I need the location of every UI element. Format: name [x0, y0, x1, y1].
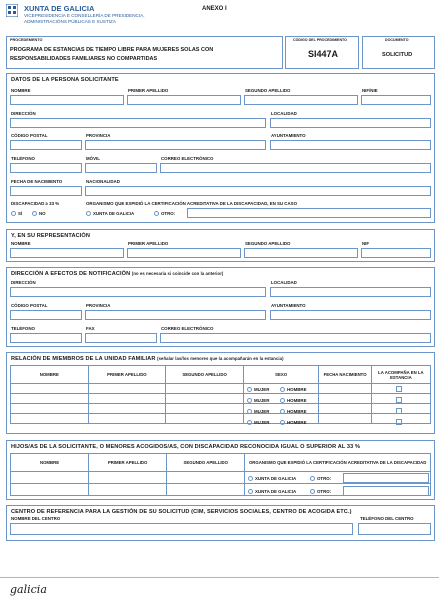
not-direccion-field[interactable] — [10, 287, 266, 297]
code-label: CÓDIGO DEL PROCEDIMIENTO — [293, 38, 347, 42]
not-ayuntamiento-label: AYUNTAMIENTO — [271, 303, 306, 308]
si-label: SÍ — [18, 211, 23, 216]
not-localidad-label: LOCALIDAD — [271, 280, 297, 285]
hombre-radio[interactable] — [280, 398, 285, 403]
nombre-centro-field[interactable] — [10, 523, 353, 535]
telefono-centro-label: TELÉFONO DEL CENTRO — [360, 516, 414, 521]
otro-label: OTRO: — [317, 476, 332, 481]
notification-title: DIRECCIÓN A EFECTOS DE NOTIFICACIÓN — [11, 271, 131, 277]
xunta-radio[interactable] — [86, 211, 91, 216]
col-segundo-apellido: SEGUNDO APELLIDO — [166, 366, 244, 384]
correo-field[interactable] — [160, 163, 431, 173]
nombre-field[interactable] — [10, 95, 124, 105]
col-primer-apellido: PRIMER APELLIDO — [88, 366, 166, 384]
col-sexo: SEXO — [243, 366, 318, 384]
movil-label: MÓVIL — [86, 156, 100, 161]
rep-nombre-label: NOMBRE — [11, 241, 31, 246]
otro-label: OTRO: — [161, 211, 176, 216]
mujer-radio[interactable] — [247, 387, 252, 392]
fecha-nacimiento-label: FECHA DE NACIMIENTO — [11, 179, 63, 184]
section-title: CENTRO DE REFERENCIA PARA LA GESTIÓN DE SU SOLICITUD (CIM, SERVICIOS SOCIALES, CENTRO DE ACOGIDA ETC.) — [11, 509, 352, 515]
not-fax-label: FAX — [86, 326, 95, 331]
family-note: (señalar las/los menores que la acompañarán en la estancia) — [157, 356, 284, 361]
xunta-logo — [6, 4, 18, 17]
family-title: RELACIÓN DE MIEMBROS DE LA UNIDAD FAMILIAR — [11, 356, 156, 362]
ayuntamiento-label: AYUNTAMIENTO — [271, 133, 306, 138]
localidad-field[interactable] — [270, 118, 431, 128]
galicia-logo: galicia — [10, 583, 47, 596]
movil-field[interactable] — [85, 163, 157, 173]
primer-apellido-field[interactable] — [127, 95, 241, 105]
hombre-label: HOMBRE — [287, 409, 307, 414]
col-segundo-apellido: SEGUNDO APELLIDO — [167, 454, 245, 472]
mujer-label: MUJER — [254, 387, 270, 392]
rep-nif-label: NIF — [362, 241, 370, 246]
hombre-label: HOMBRE — [287, 398, 307, 403]
col-acompana: LA ACOMPAÑA EN LA ESTANCIA — [371, 366, 430, 384]
no-radio[interactable] — [32, 211, 37, 216]
col-primer-apellido: PRIMER APELLIDO — [89, 454, 167, 472]
annex-label: ANEXO I — [202, 6, 227, 12]
not-telefono-field[interactable] — [10, 333, 82, 343]
nacionalidad-label: NACIONALIDAD — [86, 179, 120, 184]
hombre-radio[interactable] — [280, 387, 285, 392]
direccion-label: DIRECCIÓN — [11, 111, 36, 116]
org-sub1: VICEPRESIDENCIA E CONSELLERÍA DE PRESIDENCIA, — [24, 13, 145, 18]
not-localidad-field[interactable] — [270, 287, 431, 297]
mujer-label: MUJER — [254, 420, 270, 425]
not-fax-field[interactable] — [85, 333, 157, 343]
not-provincia-label: PROVINCIA — [86, 303, 111, 308]
nombre-centro-label: NOMBRE DEL CENTRO — [11, 516, 61, 521]
otro-radio[interactable] — [310, 476, 315, 481]
hombre-radio[interactable] — [280, 409, 285, 414]
procedure-code: SI447A — [308, 49, 339, 59]
mujer-radio[interactable] — [247, 420, 252, 425]
xunta-label: XUNTA DE GALICIA — [255, 489, 297, 494]
not-codigo-postal-label: CÓDIGO POSTAL — [11, 303, 48, 308]
rep-nombre-field[interactable] — [10, 248, 124, 258]
otro-radio[interactable] — [154, 211, 159, 216]
col-nombre: NOMBRE — [11, 366, 89, 384]
section-title: DATOS DE LA PERSONA SOLICITANTE — [11, 77, 119, 83]
no-label: NO — [39, 211, 46, 216]
otro-radio[interactable] — [310, 489, 315, 494]
localidad-label: LOCALIDAD — [271, 111, 297, 116]
xunta-radio[interactable] — [248, 489, 253, 494]
mujer-radio[interactable] — [247, 398, 252, 403]
otro-label: OTRO: — [317, 489, 332, 494]
acompana-checkbox[interactable] — [396, 419, 402, 425]
doc-label: DOCUMENTO — [385, 38, 409, 42]
codigo-postal-field[interactable] — [10, 140, 82, 150]
table-row — [11, 414, 431, 424]
direccion-field[interactable] — [10, 118, 266, 128]
rep-segundo-apellido-field[interactable] — [244, 248, 358, 258]
procedure-title-2: RESPONSABILIDADES FAMILIARES NO COMPARTIDAS — [10, 56, 158, 62]
telefono-centro-field[interactable] — [358, 523, 431, 535]
family-table — [10, 365, 431, 424]
acompana-checkbox[interactable] — [396, 408, 402, 414]
hombre-radio[interactable] — [280, 420, 285, 425]
xunta-label: XUNTA DE GALICIA — [93, 211, 135, 216]
otro-field[interactable] — [187, 208, 431, 218]
mujer-radio[interactable] — [247, 409, 252, 414]
not-correo-field[interactable] — [160, 333, 431, 343]
col-fecha: FECHA NACIMIENTO — [319, 366, 371, 384]
nacionalidad-field[interactable] — [85, 186, 431, 196]
mujer-label: MUJER — [254, 398, 270, 403]
not-telefono-label: TELÉFONO — [11, 326, 35, 331]
section-title — [11, 356, 284, 362]
nif-field[interactable] — [361, 95, 431, 105]
mujer-label: MUJER — [254, 409, 270, 414]
otro-field[interactable] — [343, 473, 429, 483]
org-sub2: ADMINISTRACIÓNS PÚBLICAS E XUSTIZA — [24, 19, 116, 24]
segundo-apellido-field[interactable] — [244, 95, 358, 105]
rep-nif-field[interactable] — [361, 248, 431, 258]
otro-field[interactable] — [343, 486, 429, 496]
fecha-nacimiento-field[interactable] — [10, 186, 82, 196]
col-nombre: NOMBRE — [11, 454, 89, 472]
segundo-apellido-label: SEGUNDO APELLIDO — [245, 88, 291, 93]
ayuntamiento-field[interactable] — [270, 140, 431, 150]
rep-primer-apellido-label: PRIMER APELLIDO — [128, 241, 169, 246]
section-title: HIJOS/AS DE LA SOLICITANTE, O MENORES ACOGIDOS/AS, CON DISCAPACIDAD RECONOCIDA IGUAL O SUPERIOR AL 33 % — [11, 444, 361, 450]
procedure-label: PROCEDEMENTO — [10, 38, 43, 42]
provincia-label: PROVINCIA — [86, 133, 111, 138]
section-title — [11, 271, 223, 277]
correo-label: CORREO ELECTRÓNICO — [161, 156, 214, 161]
table-row — [11, 394, 431, 404]
hombre-label: HOMBRE — [287, 420, 307, 425]
provincia-field[interactable] — [85, 140, 266, 150]
telefono-label: TELÉFONO — [11, 156, 35, 161]
acompana-checkbox[interactable] — [396, 386, 402, 392]
notification-note: (no es necesaria si coincide con la anterior) — [131, 271, 224, 276]
rep-primer-apellido-field[interactable] — [127, 248, 241, 258]
org-name: XUNTA DE GALICIA — [24, 4, 95, 13]
organismo-label: ORGANISMO QUE EXPIDIÓ LA CERTIFICACIÓN ACREDITATIVA DE LA DISCAPACIDAD, EN SU CASO — [86, 201, 297, 206]
nombre-label: NOMBRE — [11, 88, 31, 93]
not-provincia-field[interactable] — [85, 310, 266, 320]
col-organismo: ORGANISMO QUE EXPIDIÓ LA CERTIFICACIÓN ACREDITATIVA DE LA DISCAPACIDAD — [245, 454, 431, 472]
xunta-label: XUNTA DE GALICIA — [255, 476, 297, 481]
table-row — [11, 404, 431, 414]
xunta-radio[interactable] — [248, 476, 253, 481]
not-correo-label: CORREO ELECTRÓNICO — [161, 326, 214, 331]
not-codigo-postal-field[interactable] — [10, 310, 82, 320]
section-title: Y, EN SU REPRESENTACIÓN — [11, 233, 90, 239]
codigo-postal-label: CÓDIGO POSTAL — [11, 133, 48, 138]
rep-segundo-apellido-label: SEGUNDO APELLIDO — [245, 241, 291, 246]
acompana-checkbox[interactable] — [396, 397, 402, 403]
doc-value: SOLICITUD — [382, 52, 413, 58]
footer-divider — [0, 577, 439, 578]
nif-label: NIF/NIE — [362, 88, 378, 93]
hombre-label: HOMBRE — [287, 387, 307, 392]
si-radio[interactable] — [11, 211, 16, 216]
not-direccion-label: DIRECCIÓN — [11, 280, 36, 285]
not-ayuntamiento-field[interactable] — [270, 310, 431, 320]
telefono-field[interactable] — [10, 163, 82, 173]
primer-apellido-label: PRIMER APELLIDO — [128, 88, 169, 93]
table-row — [11, 384, 431, 394]
procedure-title-1: PROGRAMA DE ESTANCIAS DE TIEMPO LIBRE PARA MUJERES SOLAS CON — [10, 47, 214, 53]
discapacidad-label: DISCAPACIDAD ≥ 33 % — [11, 201, 60, 206]
